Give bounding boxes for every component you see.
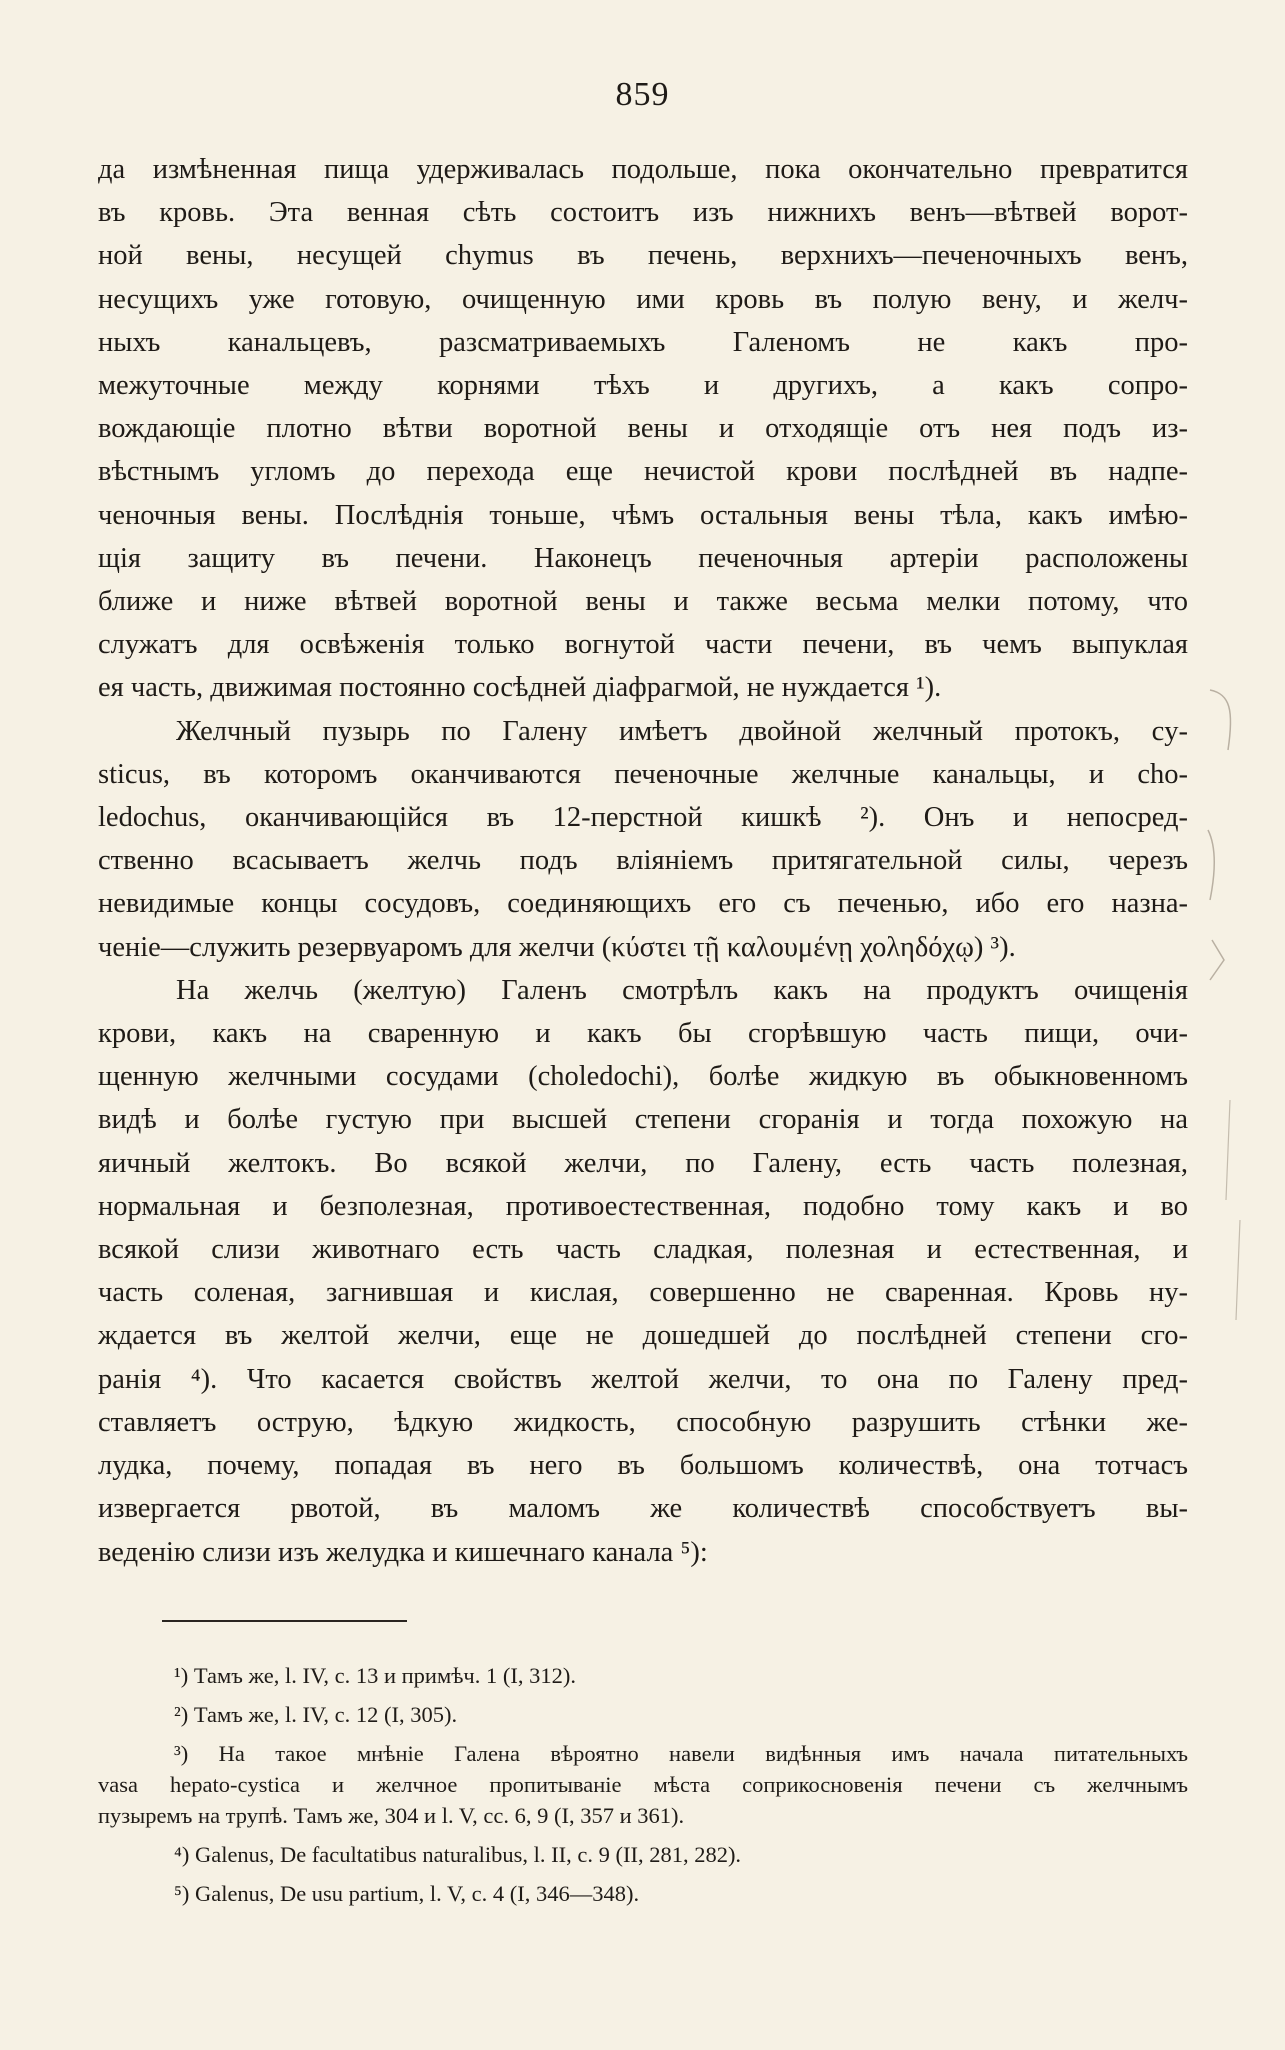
text-line: да измѣненная пища удерживалась подольше, пока окончательно превратится <box>98 154 1188 185</box>
text-line: лудка, почему, попадая въ него въ большомъ количествѣ, она тотчасъ <box>98 1450 1188 1482</box>
text-line: ея часть, движимая постоянно сосѣдней діафрагмой, не нуждается ¹). <box>98 672 942 704</box>
text-line: На желчь (желтую) Галенъ смотрѣлъ какъ на продуктъ очищенія <box>176 974 1188 1006</box>
text-line: вѣстнымъ угломъ до перехода еще нечистой крови послѣдней въ надпе- <box>98 456 1188 488</box>
footnote-line: vasa hepato-cystica и желчное пропитываніе мѣста соприкосновенія печени съ желчнымъ <box>98 1772 1188 1797</box>
text-line: часть соленая, загнившая и кислая, совершенно не сваренная. Кровь ну- <box>98 1277 1188 1309</box>
footnote-1: ¹) Тамъ же, l. IV, c. 13 и примѣч. 1 (I, 312). <box>174 1663 576 1688</box>
page-number: 859 <box>615 76 670 113</box>
text-line: видѣ и болѣе густую при высшей степени сгоранія и тогда похожую на <box>98 1104 1188 1136</box>
text-line: несущихъ уже готовую, очищенную ими кровь въ полую вену, и желч- <box>98 283 1188 315</box>
text-line: ченочныя вены. Послѣднія тоньше, чѣмъ остальныя вены тѣла, какъ имѣю- <box>98 499 1188 531</box>
text-line: всякой слизи животнаго есть часть сладкая, полезная и естественная, и <box>98 1234 1188 1266</box>
text-line: щія защиту въ печени. Наконецъ печеночныя артеріи расположены <box>98 542 1188 574</box>
text-line: ждается въ желтой желчи, еще не дошедшей до послѣдней степени сго- <box>98 1320 1188 1352</box>
footnote-4: ⁴) Galenus, De facultatibus naturalibus, l. II, c. 9 (II, 281, 282). <box>174 1842 742 1867</box>
pencil-stroke <box>1210 940 1224 980</box>
text-line: служатъ для освѣженія только вогнутой части печени, въ чемъ выпуклая <box>98 629 1188 661</box>
text-line: щенную желчными сосудами (choledochi), болѣе жидкую въ обыкновенномъ <box>98 1061 1188 1093</box>
text-line: нормальная и безполезная, противоестественная, подобно тому какъ и во <box>98 1190 1188 1222</box>
footnote-2: ²) Тамъ же, l. IV, c. 12 (I, 305). <box>174 1702 458 1727</box>
text-line: ledochus, оканчивающійся въ 12-перстной кишкѣ ²). Онъ и непосред- <box>98 802 1188 834</box>
margin-pencil-marks <box>1200 680 1260 1400</box>
pencil-stroke <box>1210 690 1231 750</box>
text-line: ранія ⁴). Что касается свойствъ желтой желчи, то она по Галену пред- <box>98 1363 1188 1395</box>
text-line: вождающіе плотно вѣтви воротной вены и отходящіе отъ нея подъ из- <box>98 413 1188 445</box>
footnote-divider <box>162 1620 407 1622</box>
paragraph-3 <box>98 969 1188 1574</box>
pencil-stroke <box>1236 1220 1240 1320</box>
text-line: яичный желтокъ. Во всякой желчи, по Галену, есть часть полезная, <box>98 1147 1188 1179</box>
footnote-line: пузыремъ на трупѣ. Тамъ же, 304 и l. V, cc. 6, 9 (I, 357 и 361). <box>98 1803 685 1828</box>
text-line: ченіе—служить резервуаромъ для желчи (κύστει τῇ καλουμένῃ χοληδόχῳ) ³). <box>98 931 1016 963</box>
text-line: sticus, въ которомъ оканчиваются печеночные желчные канальцы, и cho- <box>98 758 1188 790</box>
footnote-3 <box>98 1738 1188 1831</box>
text-line: Желчный пузырь по Галену имѣетъ двойной желчный протокъ, cy- <box>176 715 1188 747</box>
paragraph-2 <box>98 710 1188 969</box>
pencil-stroke <box>1208 830 1214 900</box>
text-line: извергается рвотой, въ маломъ же количествѣ способствуетъ вы- <box>98 1493 1188 1525</box>
text-line: ственно всасываетъ желчь подъ вліяніемъ притягательной силы, черезъ <box>98 845 1188 877</box>
main-text <box>98 148 1188 1574</box>
pencil-stroke <box>1226 1100 1230 1200</box>
footnote-5: ⁵) Galenus, De usu partium, l. V, c. 4 (I, 346—348). <box>174 1881 640 1906</box>
footnotes <box>98 1660 1188 1917</box>
text-line: ныхъ канальцевъ, разсматриваемыхъ Галеномъ не какъ про- <box>98 326 1188 358</box>
text-line: веденію слизи изъ желудка и кишечнаго канала ⁵): <box>98 1536 708 1568</box>
text-line: въ кровь. Эта венная сѣть состоитъ изъ нижнихъ венъ—вѣтвей ворот- <box>98 197 1188 229</box>
text-line: ной вены, несущей chymus въ печень, верхнихъ—печеночныхъ венъ, <box>98 240 1188 272</box>
paragraph-1 <box>98 148 1188 710</box>
text-line: ставляетъ острую, ѣдкую жидкость, способную разрушить стѣнки же- <box>98 1406 1188 1438</box>
footnote-line: ³) На такое мнѣніе Галена вѣроятно навели видѣнныя имъ начала питательныхъ <box>174 1741 1188 1766</box>
text-line: межуточные между корнями тѣхъ и другихъ, а какъ сопро- <box>98 370 1188 402</box>
text-line: невидимые концы сосудовъ, соединяющихъ его съ печенью, ибо его назна- <box>98 888 1188 920</box>
text-line: крови, какъ на сваренную и какъ бы сгорѣвшую часть пищи, очи- <box>98 1018 1188 1050</box>
text-line: ближе и ниже вѣтвей воротной вены и также весьма мелки потому, что <box>98 586 1188 618</box>
